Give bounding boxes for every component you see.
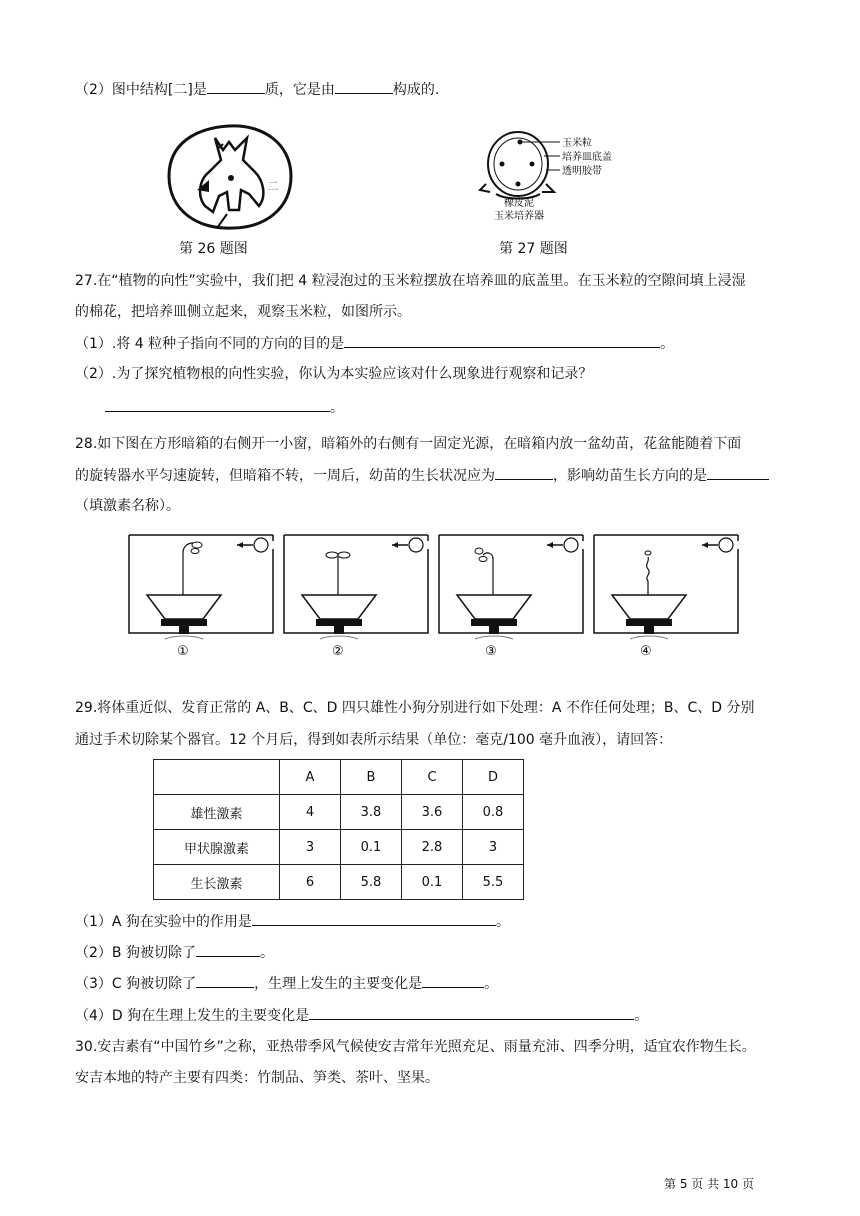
q29-results-table [153,759,524,900]
q27-sub1: （1）.将 4 粒种子指向不同的方向的目的是 。 [75,332,674,355]
fig27-label-clay: 橡皮泥 [504,198,534,209]
q29-sub1: （1）A 狗在实验中的作用是 。 [75,910,510,933]
table-row [154,830,524,865]
table-header-cell: A [280,760,341,795]
q28-line-1: 28.如下图在方形暗箱的右侧开一小窗，暗箱外的右侧有一固定光源，在暗箱内放一盆幼苗，花盆能随着下面 [75,436,742,452]
q28-box-2 [284,535,428,639]
fig26-label-er: 二 [267,179,280,193]
table-cell: 3.8 [341,795,402,830]
table-cell: 2.8 [402,830,463,865]
table-row [154,865,524,900]
table-cell: 3 [463,830,524,865]
q28-figures [125,525,745,660]
page-footer: 第 5 页 共 10 页 [664,1177,754,1191]
table-cell: 3.6 [402,795,463,830]
q26-sub2: （2）图中结构[二]是 质，它是由 构成的. [75,78,439,101]
fig27-label-dish-lid: 培养皿底盖 [562,152,612,163]
table-cell: 0.8 [463,795,524,830]
table-cell: 5.5 [463,865,524,900]
fig26-spinal-cord [163,120,295,232]
fig27-caption: 第 27 题图 [499,241,568,257]
q28-box-3 [439,535,583,639]
table-cell: 0.1 [402,865,463,900]
q28-line-2: 的旋转器水平匀速旋转，但暗箱不转，一周后，幼苗的生长状况应为 ，影响幼苗生长方向的是 [75,464,769,487]
q27-stem-1: 27.在“植物的向性”实验中，我们把 4 粒浸泡过的玉米粒摆放在培养皿的底盖里。在玉米粒的空隙间填上浸湿 [75,273,746,289]
table-header-cell: C [402,760,463,795]
q29-line-1: 29.将体重近似、发育正常的 A、B、C、D 四只雄性小狗分别进行如下处理：A 不作任何处理；B、C、D 分别 [75,700,755,716]
q27-sub2: （2）.为了探究植物根的向性实验，你认为本实验应该对什么现象进行观察和记录？ [75,366,593,382]
q27-stem-2: 的棉花，把培养皿侧立起来，观察玉米粒，如图所示。 [75,304,411,320]
q30-line-2: 安吉本地的特产主要有四类：竹制品、笋类、茶叶、坚果。 [75,1070,439,1086]
table-cell: 生长激素 [154,865,280,900]
table-cell: 5.8 [341,865,402,900]
fig27-petri-dish [476,122,636,222]
table-cell: 甲状腺激素 [154,830,280,865]
table-header-cell: B [341,760,402,795]
q28-option-3: ③ [485,644,497,659]
table-header-cell: D [463,760,524,795]
table-header-cell [154,760,280,795]
fig27-label-device: 玉米培养器 [494,211,544,222]
table-cell: 雄性激素 [154,795,280,830]
q28-option-4: ④ [640,644,652,659]
q28-option-2: ② [332,644,344,659]
q29-sub2: （2）B 狗被切除了 。 [75,941,274,964]
q27-sub2-answer: 。 [105,396,344,419]
table-cell: 6 [280,865,341,900]
fig26-caption: 第 26 题图 [179,241,248,257]
table-row [154,795,524,830]
q28-option-1: ① [177,644,189,659]
q29-sub4: （4）D 狗在生理上发生的主要变化是 。 [75,1004,648,1027]
fig27-label-tape: 透明胶带 [562,166,602,177]
table-cell: 3 [280,830,341,865]
table-cell: 0.1 [341,830,402,865]
table-cell: 4 [280,795,341,830]
q28-box-1 [129,535,273,639]
q30-line-1: 30.安吉素有“中国竹乡”之称，亚热带季风气候使安吉常年光照充足、雨量充沛、四季分明，适宜农作物生长。 [75,1039,756,1055]
fig27-label-corn: 玉米粒 [562,138,592,149]
q28-line-3: （填激素名称）。 [75,498,180,514]
q29-line-2: 通过手术切除某个器官。12 个月后，得到如表所示结果（单位：毫克/100 毫升血液），请回答： [75,732,673,748]
q28-box-4 [594,535,738,639]
q29-sub3: （3）C 狗被切除了 ，生理上发生的主要变化是 。 [75,972,498,995]
table-header-row [154,760,524,795]
